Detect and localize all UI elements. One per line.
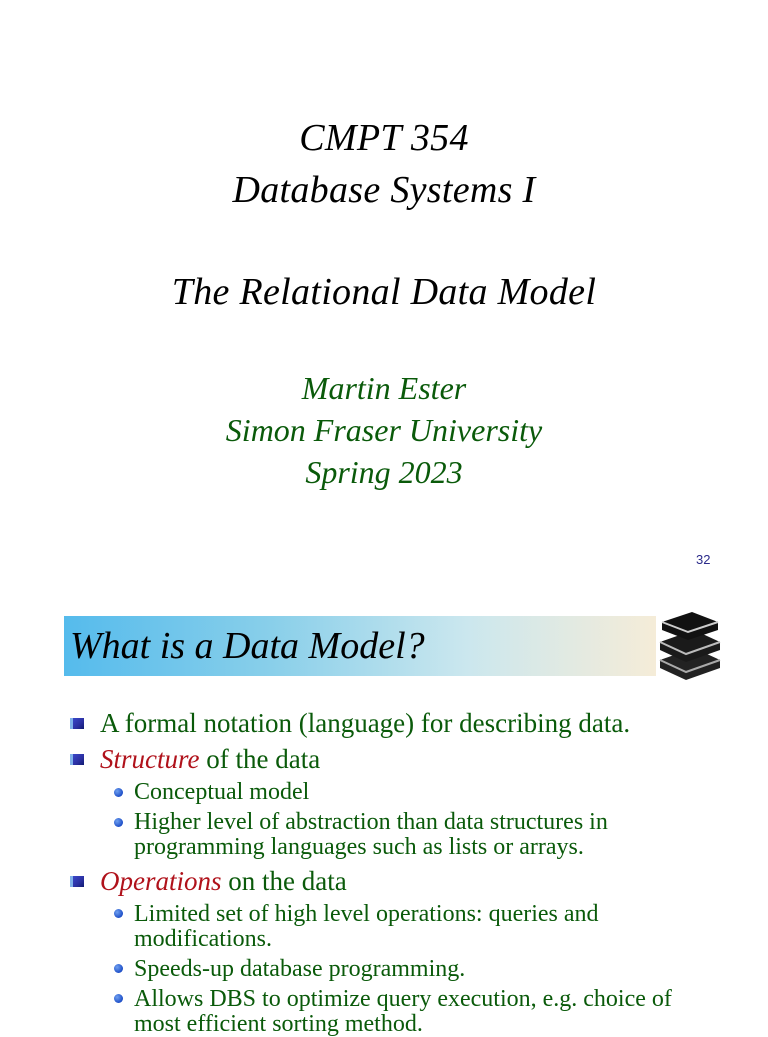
sub-bullet-continuation: most efficient sorting method. [134, 1011, 423, 1037]
sub-bullet-continuation: modifications. [134, 926, 272, 952]
course-name: Database Systems I [232, 169, 536, 211]
bullet-structure [100, 743, 320, 775]
sub-bullet-continuation: programming languages such as lists or arrays. [134, 834, 584, 860]
sub-bullet-marker [114, 994, 123, 1003]
database-stack-icon [654, 608, 726, 682]
lecture-topic: The Relational Data Model [171, 271, 597, 313]
slide-heading: What is a Data Model? [70, 625, 425, 667]
bullet-formal-notation [100, 707, 630, 739]
sub-bullet-text: Higher level of abstraction than data structures in [134, 809, 608, 835]
sub-bullet-marker [114, 788, 123, 797]
bullet-operations [100, 865, 347, 897]
sub-bullet-text: Allows DBS to optimize query execution, e.g. choice of [134, 986, 672, 1012]
term: Spring 2023 [305, 454, 463, 490]
sub-bullet-text: Speeds-up database programming. [134, 956, 466, 982]
sub-bullet-text: Limited set of high level operations: queries and [134, 901, 599, 927]
university-name: Simon Fraser University [225, 412, 543, 448]
course-code: CMPT 354 [299, 117, 469, 159]
bullet-marker [73, 754, 84, 765]
sub-bullet-marker [114, 818, 123, 827]
bullet-marker [73, 876, 84, 887]
bullet-text: on the data [221, 866, 347, 896]
slide-title-banner [64, 616, 656, 676]
sub-bullet-marker [114, 909, 123, 918]
bullet-emphasis: Structure [100, 744, 200, 774]
bullet-text: of the data [199, 744, 321, 774]
page-number: 32 [696, 552, 711, 567]
bullet-text: A formal notation (language) for describing data. [100, 708, 631, 738]
bullet-emphasis: Operations [100, 866, 222, 896]
sub-bullet-text: Conceptual model [134, 779, 310, 805]
sub-bullet-marker [114, 964, 123, 973]
bullet-marker [73, 718, 84, 729]
author-name: Martin Ester [301, 370, 467, 406]
